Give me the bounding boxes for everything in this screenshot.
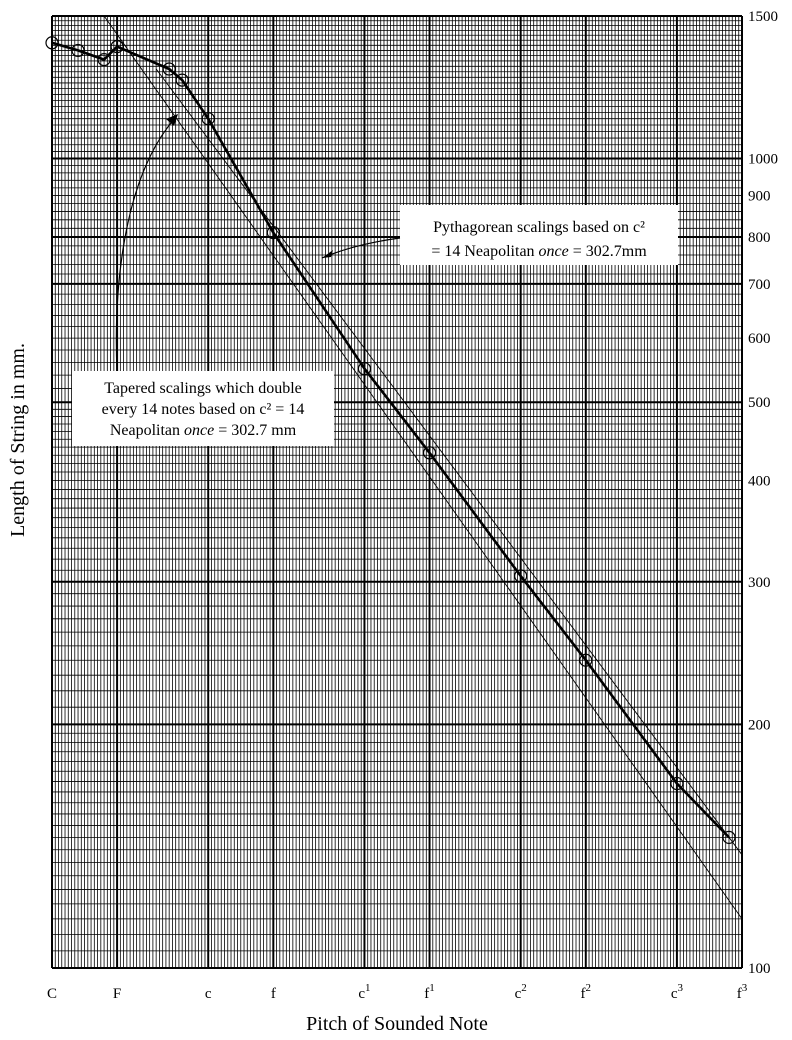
annotation-text: = 14 Neapolitan once = 302.7mm	[431, 243, 647, 260]
y-tick-label: 200	[748, 717, 771, 734]
annotation-text: every 14 notes based on c² = 14	[101, 401, 305, 418]
y-tick-label: 400	[748, 473, 771, 490]
x-tick-label: $c^2$	[514, 982, 527, 1002]
y-tick-label: 700	[748, 276, 771, 293]
x-tick-label: C	[46, 986, 58, 1002]
annotation-text: Neapolitan once = 302.7 mm	[109, 422, 297, 439]
y-tick-label: 500	[748, 395, 771, 412]
x-tick-label: F	[112, 986, 122, 1002]
y-axis-title: Length of String in mm.	[7, 343, 29, 537]
y-tick-label: 1500	[748, 9, 778, 25]
y-tick-label: 600	[748, 331, 771, 348]
x-tick-label: $c^3$	[670, 982, 683, 1002]
grid	[52, 16, 742, 968]
x-tick-label: $f^1$	[424, 982, 435, 1002]
annotation-text: Tapered scalings which double	[104, 380, 302, 397]
x-tick-label: f	[270, 986, 276, 1002]
y-tick-label: 300	[748, 574, 771, 591]
x-tick-label: c	[204, 986, 212, 1002]
x-axis-title: Pitch of Sounded Note	[306, 1013, 488, 1035]
annotation-text: Pythagorean scalings based on c²	[433, 219, 645, 236]
y-tick-label: 1000	[748, 151, 778, 168]
y-tick-label: 900	[748, 188, 771, 205]
x-tick-label: $c^1$	[358, 982, 371, 1002]
x-tick-label: $f^2$	[580, 982, 592, 1002]
y-tick-label: 800	[748, 229, 771, 246]
x-tick-label: $f^3$	[736, 982, 748, 1002]
y-tick-label: 100	[748, 961, 771, 977]
annotation-arrowhead	[166, 114, 178, 126]
